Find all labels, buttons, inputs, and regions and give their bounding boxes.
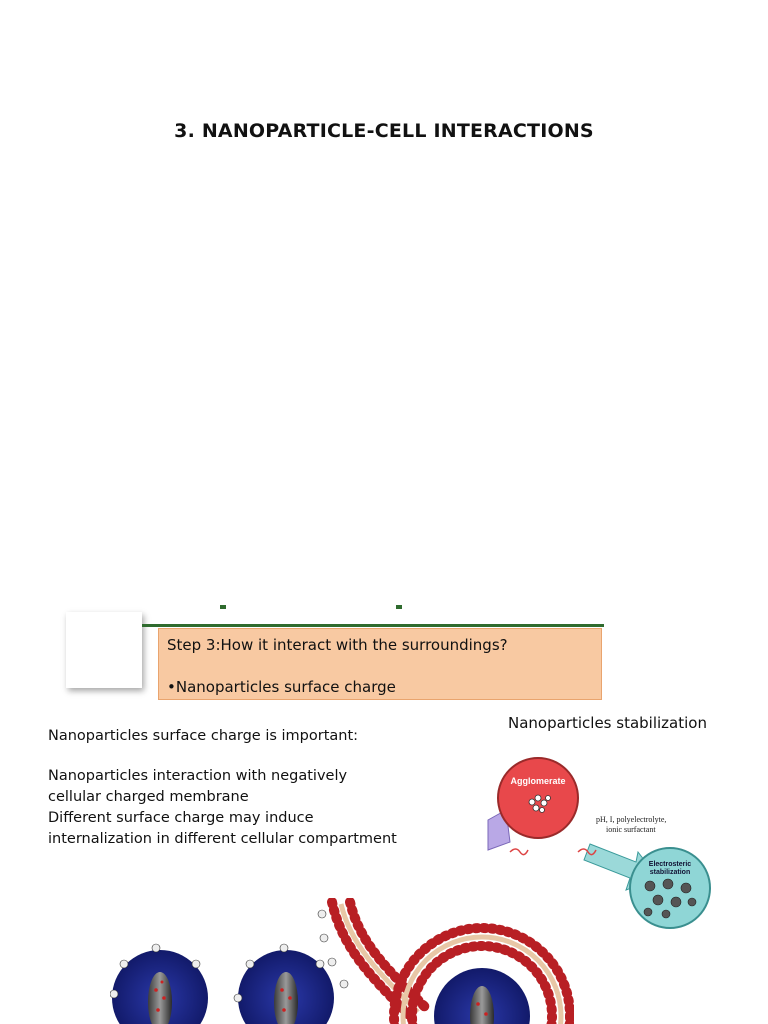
membrane-interaction-figure — [110, 898, 574, 1024]
nanoparticle — [234, 944, 334, 1024]
green-divider — [142, 624, 604, 627]
endocytic-vesicle — [394, 928, 570, 1024]
green-mark — [220, 605, 226, 609]
body-heading: Nanoparticles surface charge is important: — [48, 728, 359, 744]
arrow-label: pH, I, polyelectrolyte, — [596, 815, 667, 824]
body-line: Nanoparticles interaction with negatively — [48, 768, 348, 784]
stabilization-label: stabilization — [649, 869, 691, 876]
body-line: internalization in different cellular compartment — [48, 831, 397, 847]
slide-title: 3. NANOPARTICLE-CELL INTERACTIONS — [174, 120, 594, 142]
stabilization-title: Nanoparticles stabilization — [508, 714, 707, 732]
agglomerate-label: Agglomerate — [510, 776, 566, 786]
body-line: cellular charged membrane — [48, 789, 249, 805]
step-bullet: •Nanoparticles surface charge — [167, 678, 396, 696]
arrow-label: ionic surfactant — [606, 825, 656, 834]
stabilization-label: Electrosteric — [648, 861, 692, 868]
step-question: Step 3:How it interact with the surroundings? — [167, 636, 508, 654]
squiggle — [510, 849, 528, 855]
nanoparticle — [110, 944, 208, 1024]
white-card — [66, 612, 142, 688]
step-box — [158, 628, 602, 700]
green-mark — [396, 605, 402, 609]
body-line: Different surface charge may induce — [48, 810, 314, 826]
